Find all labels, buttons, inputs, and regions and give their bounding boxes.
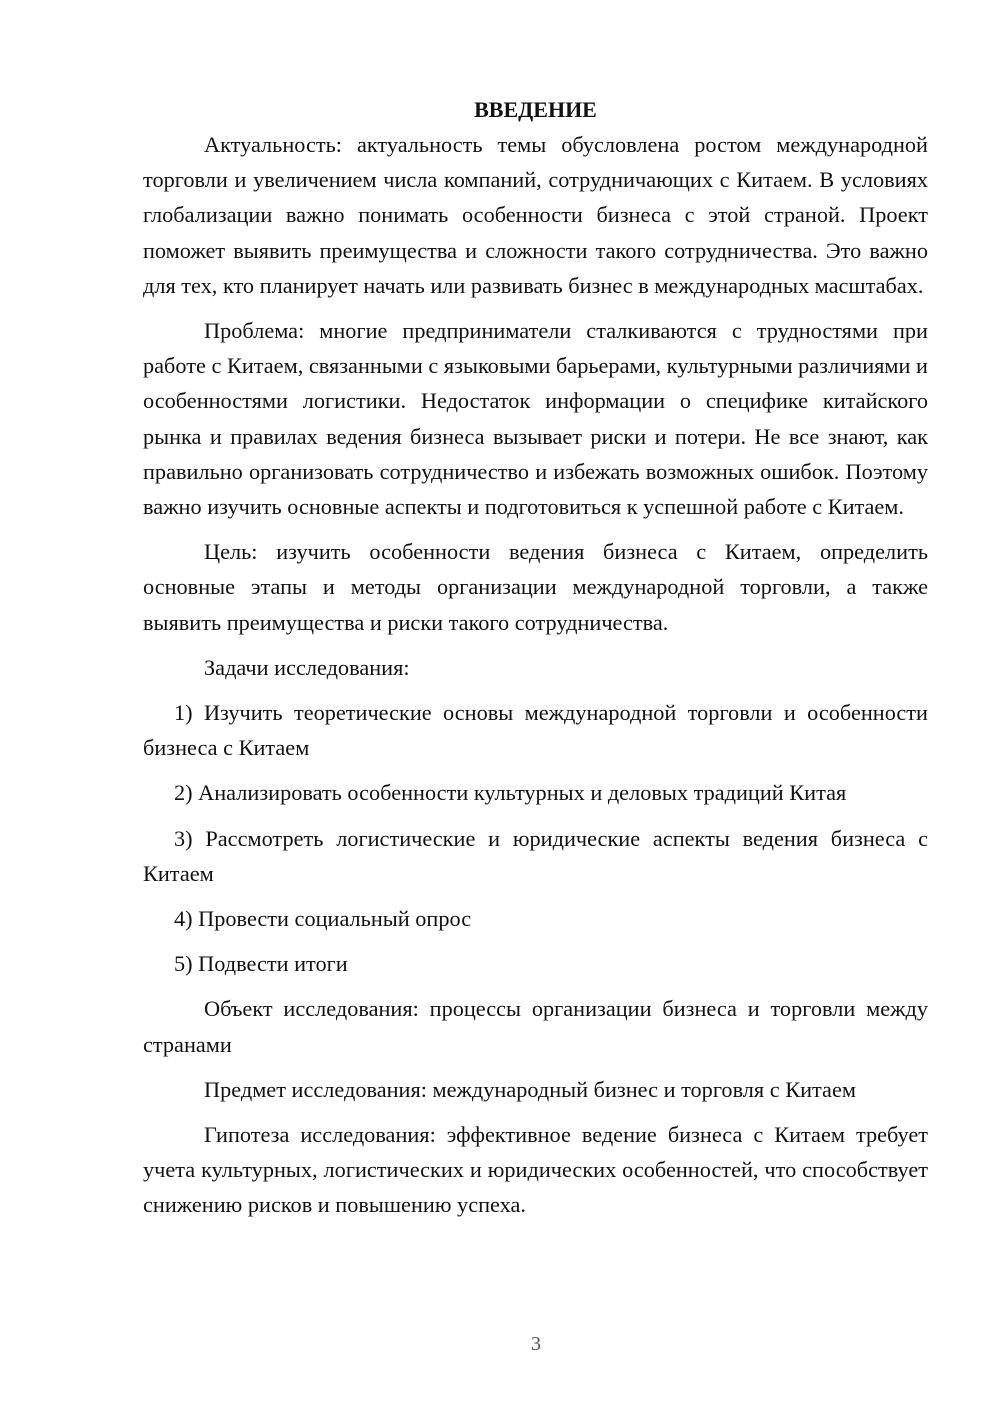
paragraph-object: Объект исследования: процессы организации бизнеса и торговли между странами [143,996,928,1057]
paragraph-problem: Проблема: многие предприниматели сталкиваются с трудностями при работе с Китаем, связанными с языковыми барьерами, культурными различиями и особенностями логистики. Недостаток информации о специфике китайского рынка и правилах ведения бизнеса вызывает риски и потери. Не все знают, как правильно организовать сотрудничество и избежать возможных ошибок. Поэтому важно изучить основные аспекты и подготовиться к успешной работе с Китаем. [143,318,928,520]
paragraph-actuality: Актуальность: актуальность темы обусловлена ростом международной торговли и увеличением числа компаний, сотрудничающих с Китаем. В условиях глобализации важно понимать особенности бизнеса с этой страной. Проект поможет выявить преимущества и сложности такого сотрудничества. Это важно для тех, кто планирует начать или развивать бизнес в международных масштабах. [143,132,928,298]
task-item-1: 1) Изучить теоретические основы международной торговли и особенности бизнеса с Китаем [143,700,928,761]
tasks-heading: Задачи исследования: [204,654,410,680]
document-body [143,92,928,1233]
task-item-3: 3) Рассмотреть логистические и юридические аспекты ведения бизнеса с Китаем [143,825,928,886]
page-number: 3 [531,1333,541,1355]
paragraph-hypothesis: Гипотеза исследования: эффективное ведение бизнеса с Китаем требует учета культурных, логистических и юридических особенностей, что способствует снижению рисков и повышению успеха. [143,1122,928,1218]
task-item-4: 4) Провести социальный опрос [174,906,472,932]
paragraph-goal: Цель: изучить особенности ведения бизнеса с Китаем, определить основные этапы и методы организации международной торговли, а также выявить преимущества и риски такого сотрудничества. [143,539,928,635]
section-title: ВВЕДЕНИЕ [474,97,597,122]
task-item-5: 5) Подвести итоги [174,951,348,977]
task-item-2: 2) Анализировать особенности культурных и деловых традиций Китая [174,780,847,806]
paragraph-subject: Предмет исследования: международный бизнес и торговля с Китаем [204,1076,856,1102]
